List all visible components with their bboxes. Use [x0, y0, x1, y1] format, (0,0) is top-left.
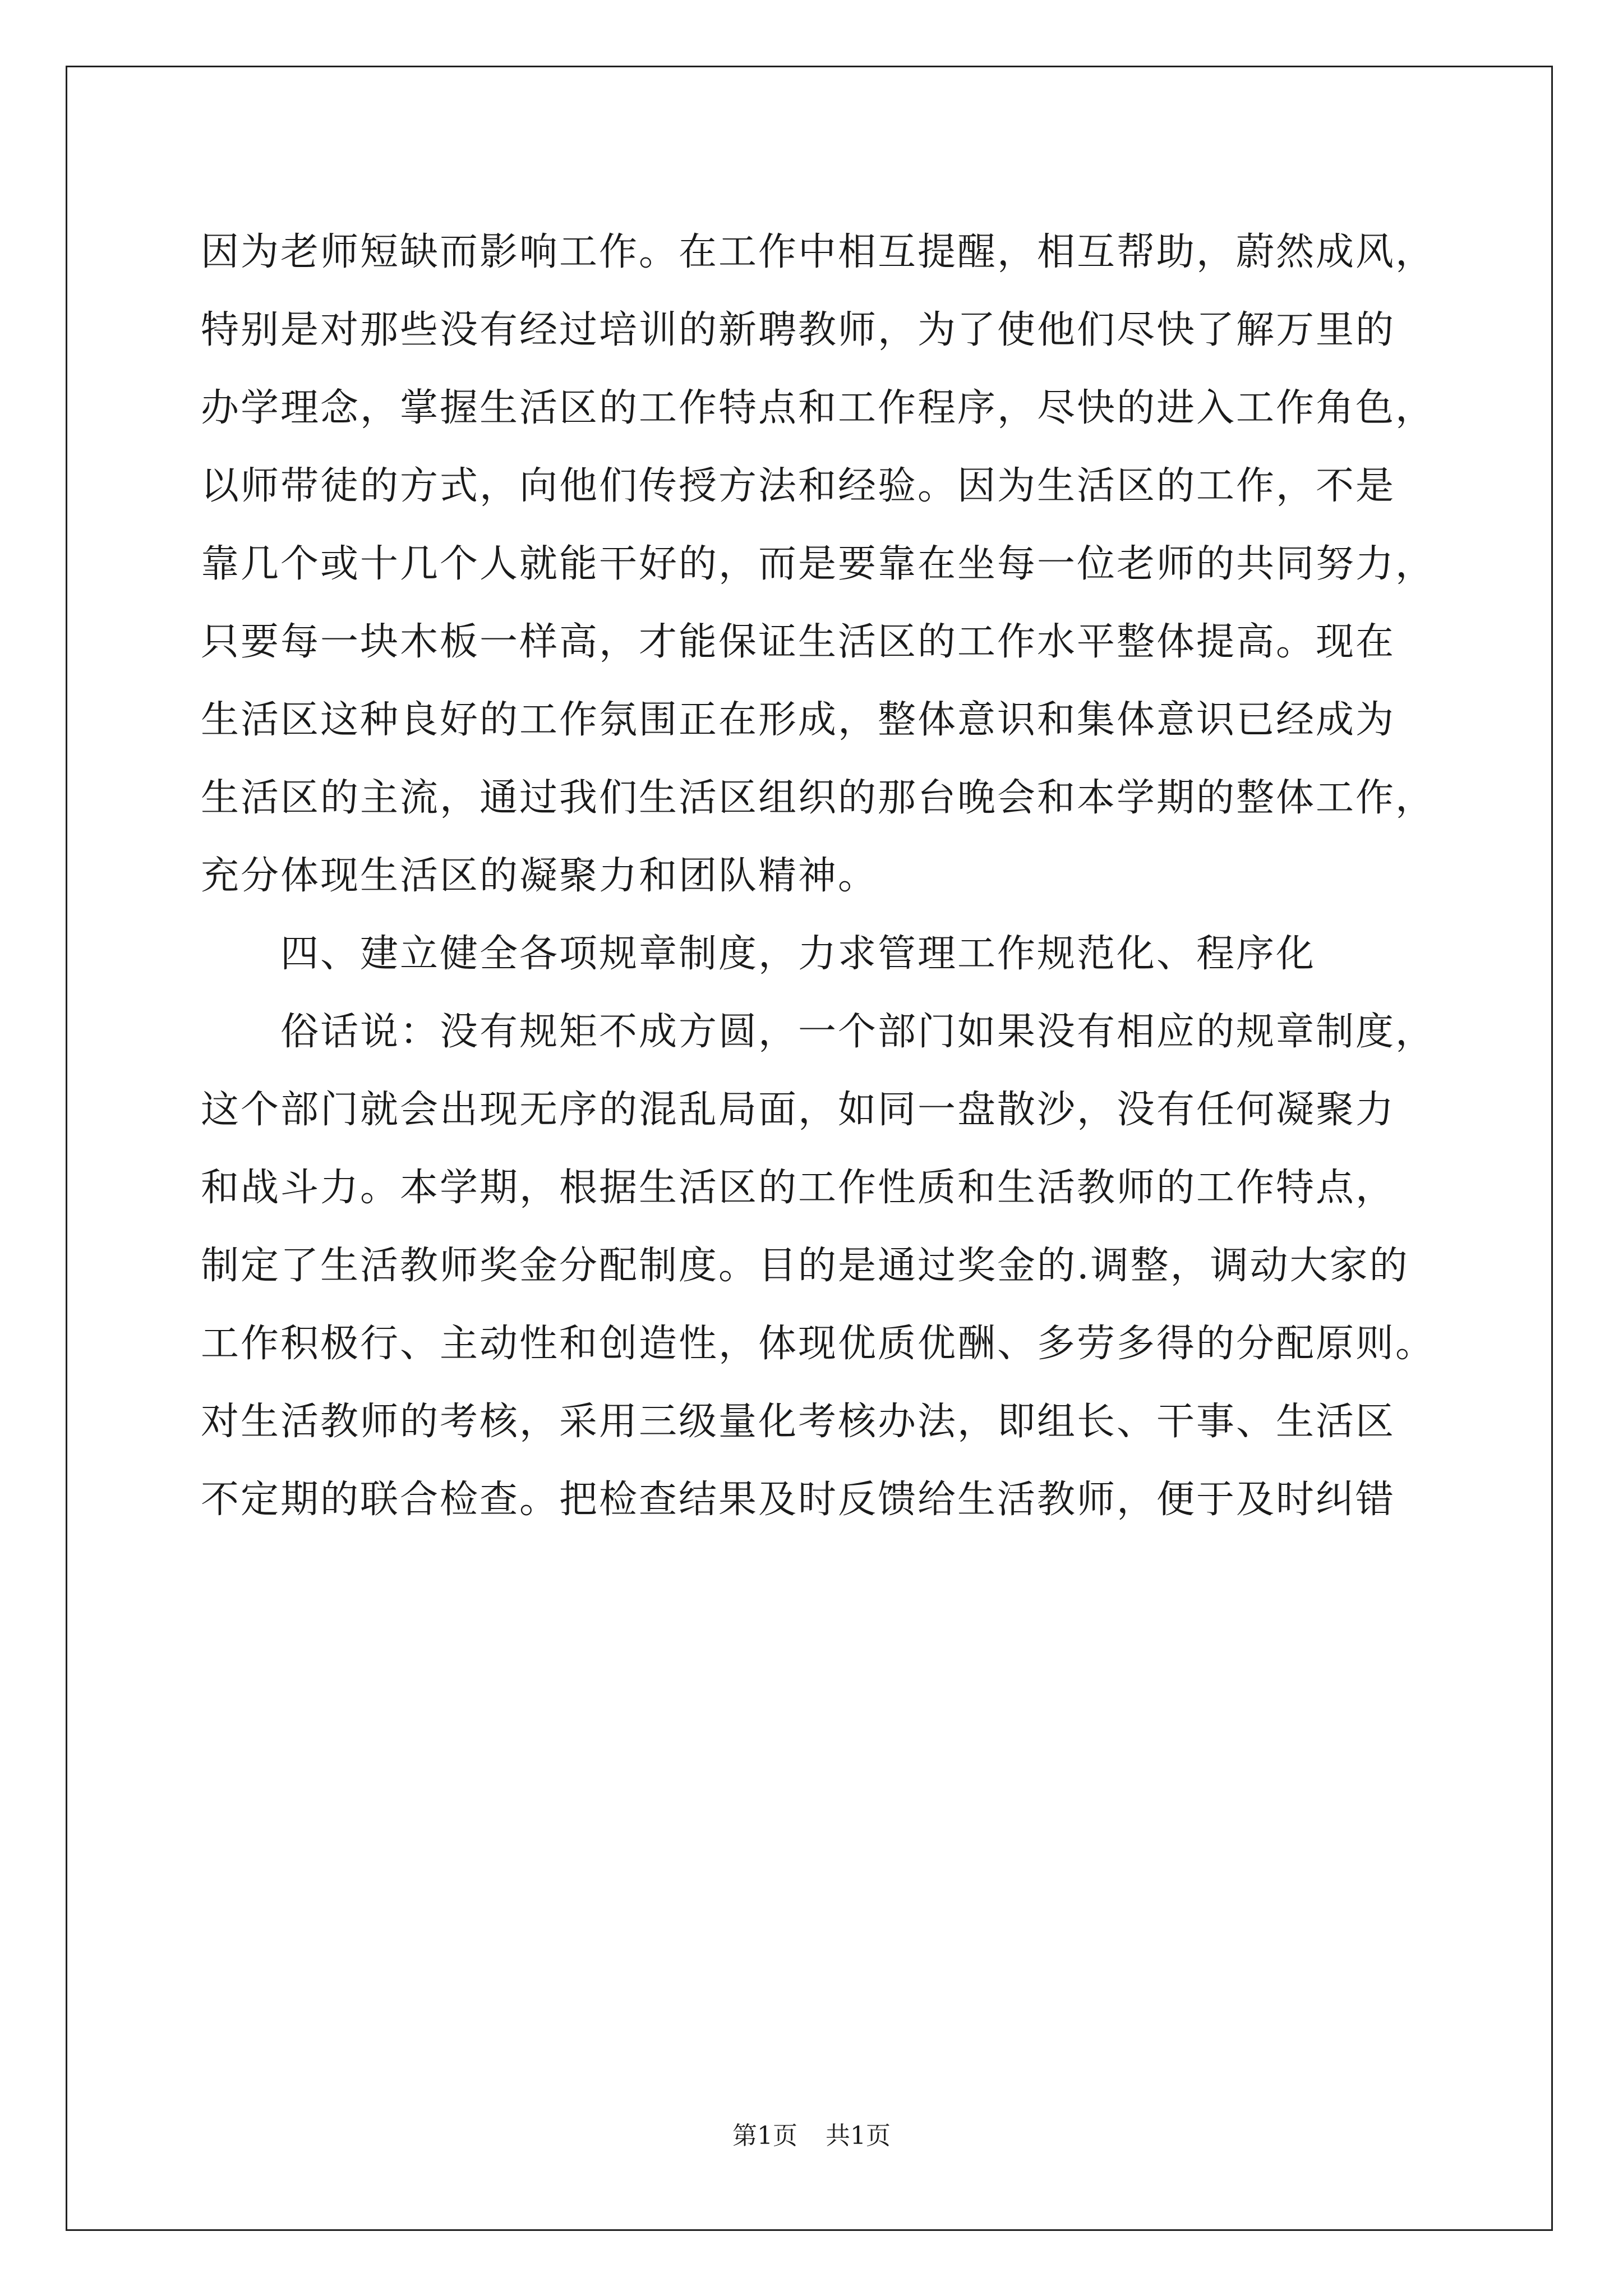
body-line: 和战斗力。本学期，根据生活区的工作性质和生活教师的工作特点， — [201, 1166, 1396, 1210]
body-line: 以师带徒的方式，向他们传授方法和经验。因为生活区的工作，不是 — [201, 464, 1396, 508]
body-line: 特别是对那些没有经过培训的新聘教师，为了使他们尽快了解万里的 — [201, 308, 1396, 352]
body-line: 因为老师短缺而影响工作。在工作中相互提醒，相互帮助，蔚然成风， — [201, 230, 1436, 274]
body-line: 充分体现生活区的凝聚力和团队精神。 — [201, 854, 878, 898]
document-body — [201, 213, 1435, 1539]
body-line: 只要每一块木板一样高，才能保证生活区的工作水平整体提高。现在 — [201, 620, 1396, 664]
page-total: 共1页 — [826, 2122, 891, 2150]
body-line: 制定了生活教师奖金分配制度。目的是通过奖金的.调整，调动大家的 — [201, 1244, 1409, 1288]
page-number: 第1页 — [732, 2122, 797, 2150]
body-line: 工作积极行、主动性和创造性，体现优质优酬、多劳多得的分配原则。 — [201, 1322, 1436, 1366]
body-line: 对生活教师的考核，采用三级量化考核办法，即组长、干事、生活区 — [201, 1400, 1396, 1444]
body-line: 不定期的联合检查。把检查结果及时反馈给生活教师，便于及时纠错 — [201, 1478, 1396, 1522]
page-footer — [0, 2119, 1623, 2153]
body-line: 靠几个或十几个人就能干好的，而是要靠在坐每一位老师的共同努力， — [201, 542, 1436, 586]
section-heading: 四、建立健全各项规章制度，力求管理工作规范化、程序化 — [280, 932, 1316, 976]
body-line: 生活区的主流，通过我们生活区组织的那台晚会和本学期的整体工作， — [201, 776, 1436, 820]
body-line: 俗话说：没有规矩不成方圆，一个部门如果没有相应的规章制度， — [280, 1010, 1436, 1054]
body-line: 办学理念，掌握生活区的工作特点和工作程序，尽快的进入工作角色， — [201, 386, 1436, 430]
body-line: 这个部门就会出现无序的混乱局面，如同一盘散沙，没有任何凝聚力 — [201, 1088, 1396, 1132]
body-line: 生活区这种良好的工作氛围正在形成，整体意识和集体意识已经成为 — [201, 698, 1396, 742]
